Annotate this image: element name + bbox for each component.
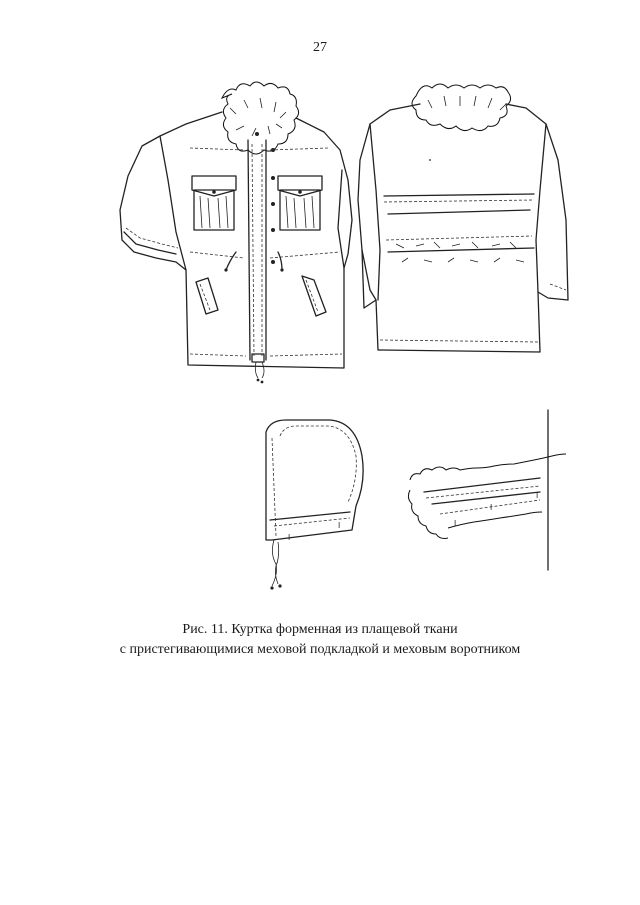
caption-line-2: с пристегивающимися меховой подкладкой и меховым воротником	[119, 642, 521, 657]
jacket-back-view	[358, 84, 568, 352]
page-number: 27	[313, 40, 327, 55]
caption-line-1: Рис. 11. Куртка форменная из плащевой ткани	[182, 622, 458, 637]
svg-text:I: I	[454, 519, 457, 528]
svg-text:I: I	[490, 503, 493, 512]
svg-text:I: I	[338, 521, 341, 530]
fur-lining-sleeve-detail	[408, 410, 566, 570]
svg-text:I: I	[536, 491, 539, 500]
hood-detail	[266, 420, 363, 590]
figure-caption	[0, 620, 640, 660]
svg-text:I: I	[288, 533, 291, 542]
jacket-front-view	[120, 82, 352, 383]
